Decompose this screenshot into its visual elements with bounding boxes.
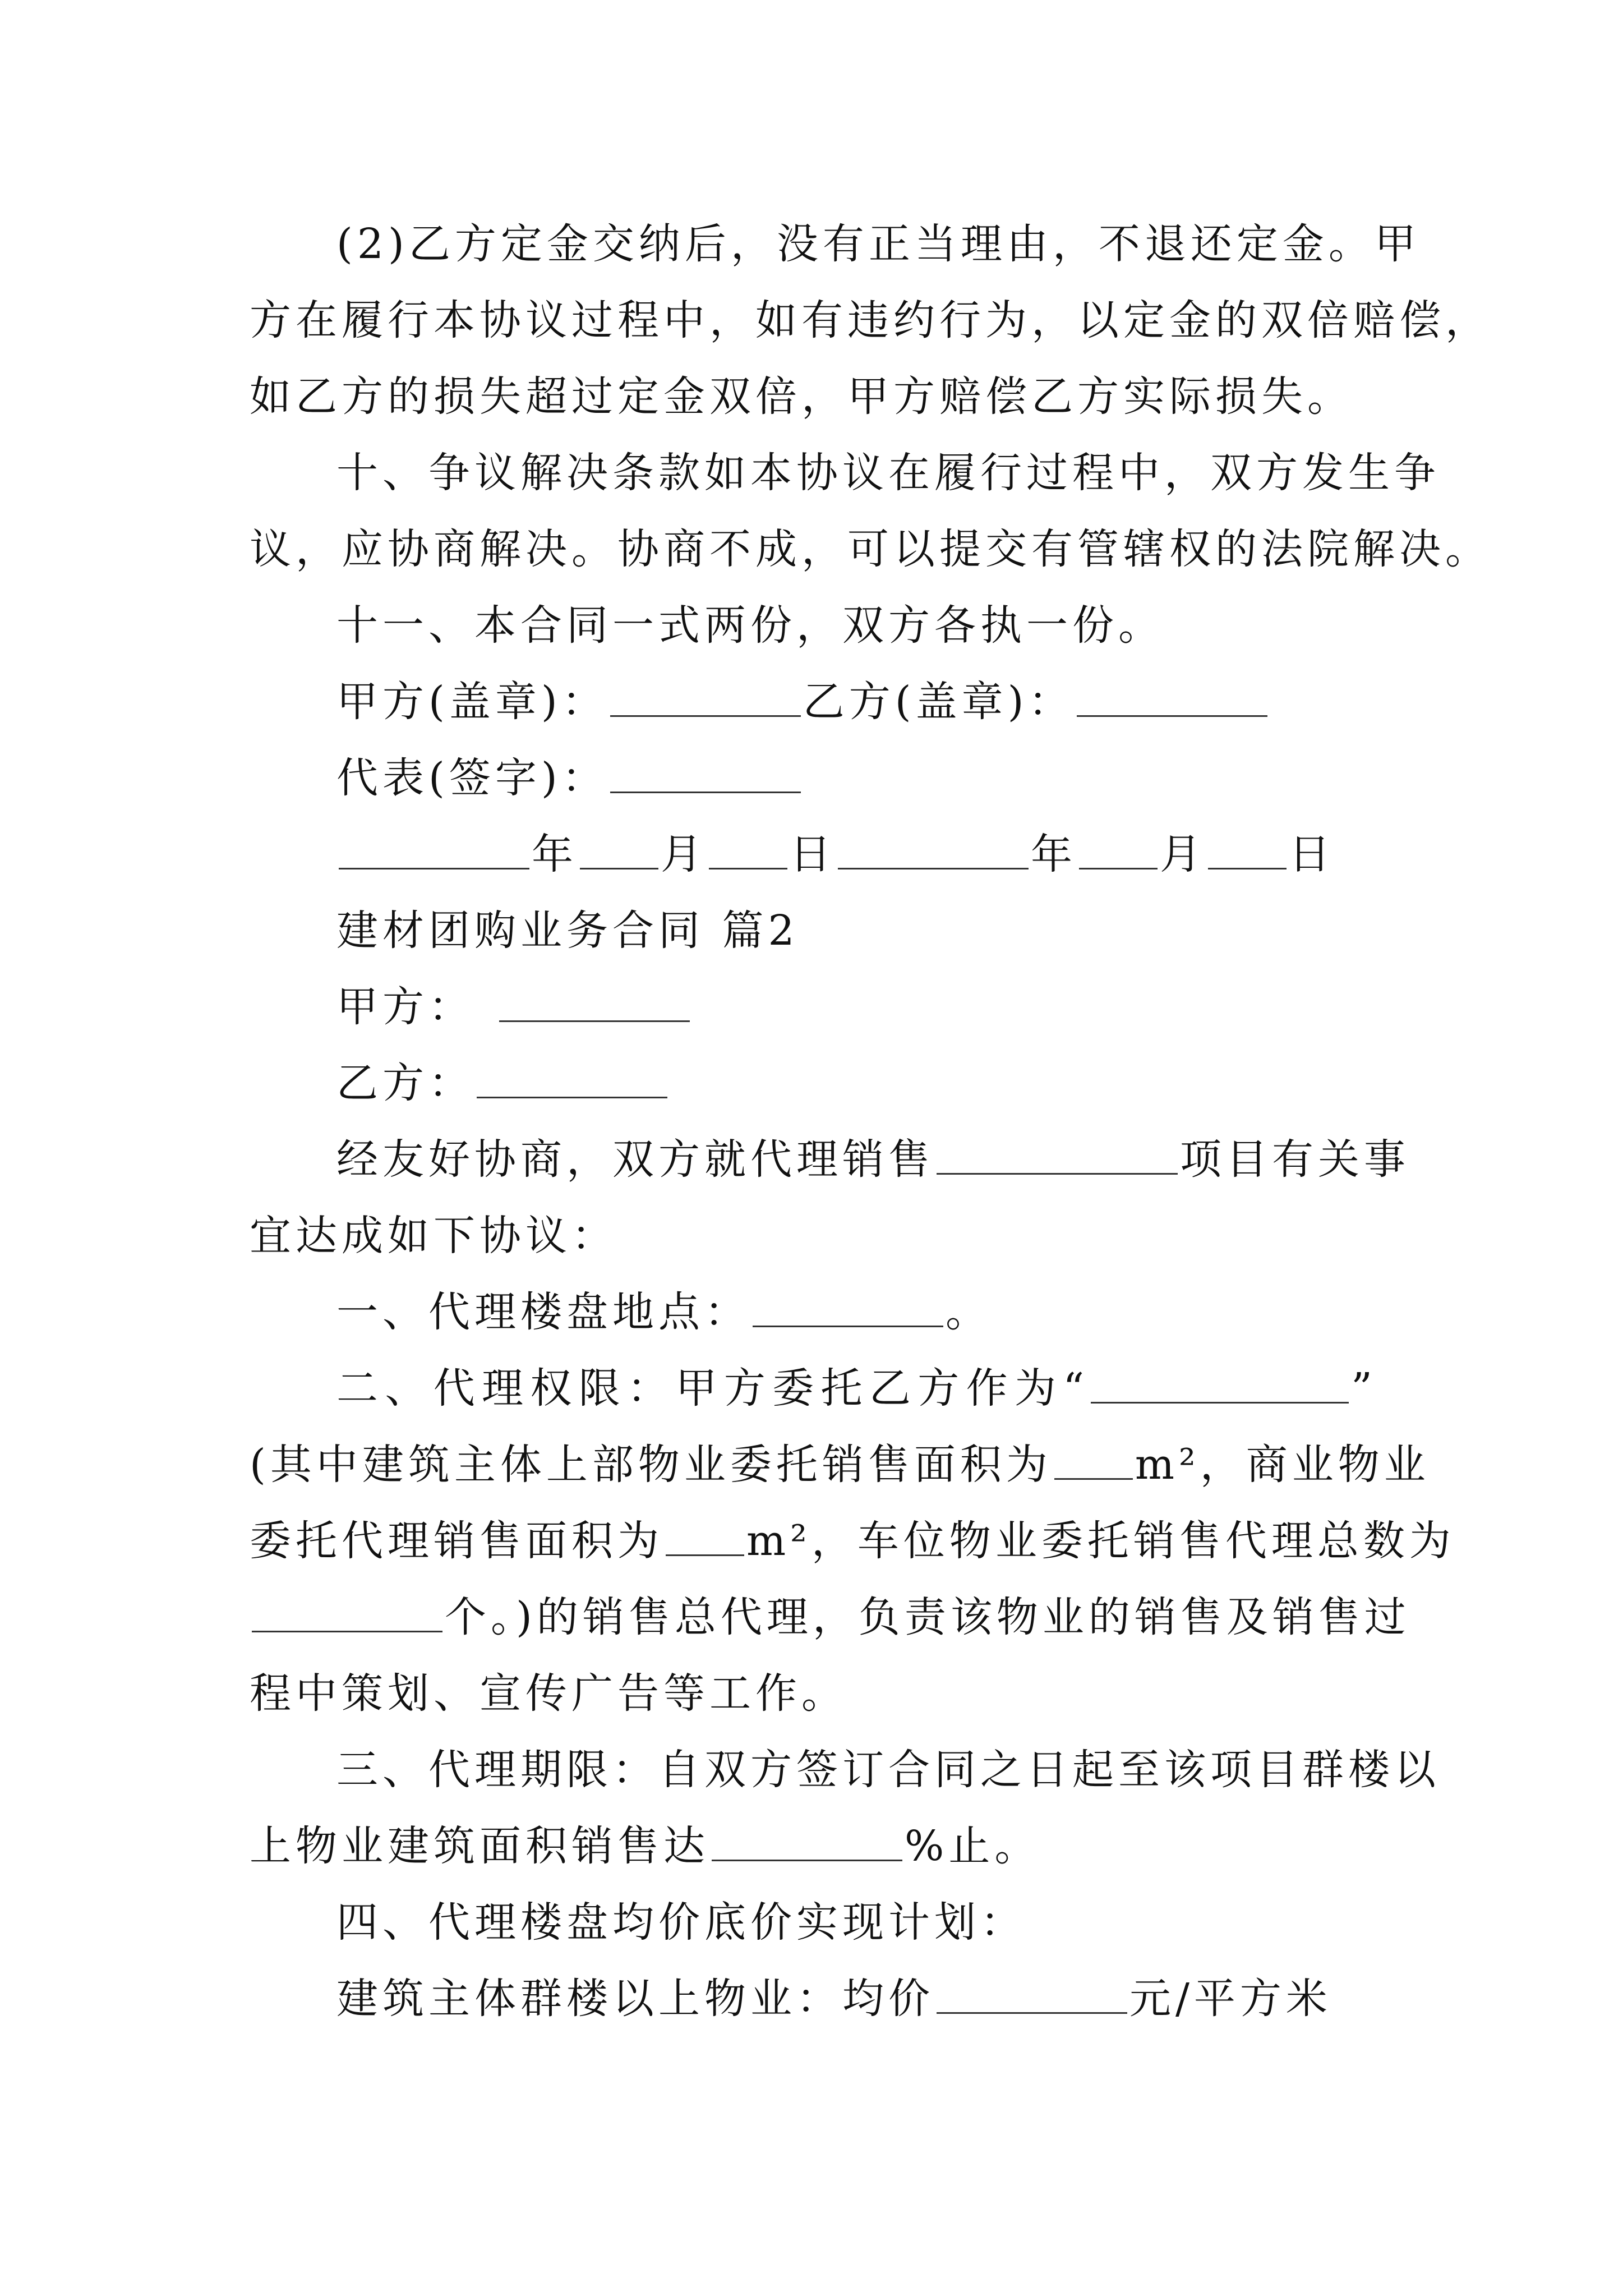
- clause-term-line-1: 三、代理期限：自双方签订合同之日起至该项目群楼以: [336, 1746, 1440, 1794]
- party-b-seal-label: 乙方(盖章)：: [803, 678, 1075, 726]
- party-a-blank: [499, 987, 690, 1022]
- clause-authority-line-1: 二、代理权限：甲方委托乙方作为“ ”: [336, 1364, 1377, 1412]
- location-blank: [753, 1292, 943, 1327]
- paragraph-dispute-line-2: 议，应协商解决。协商不成，可以提交有管辖权的法院解决。: [250, 525, 1491, 573]
- date-line: 年 月 日 年 月 日: [336, 826, 1377, 882]
- upper-area-blank: [1054, 1444, 1133, 1480]
- average-price-blank: [937, 1978, 1127, 2014]
- project-name-blank: [937, 1139, 1178, 1175]
- party-a-seal-blank: [610, 682, 801, 717]
- day-blank-b: [1208, 834, 1287, 869]
- clause-price-plan: 四、代理楼盘均价底价实现计划：: [336, 1898, 1026, 1947]
- parking-count-blank: [252, 1597, 442, 1632]
- paragraph-copies: 十一、本合同一式两份，双方各执一份。: [336, 601, 1164, 650]
- clause-authority-line-2: (其中建筑主体上部物业委托销售面积为 m²，商业物业: [250, 1441, 1430, 1489]
- party-b-seal-blank: [1077, 682, 1267, 717]
- paragraph-agreement-line-1: 经友好协商，双方就代理销售 项目有关事: [336, 1135, 1410, 1184]
- paragraph-dispute-line-1: 十、争议解决条款如本协议在履行过程中，双方发生争: [336, 449, 1440, 497]
- clause-authority-line-3: 委托代理销售面积为 m²，车位物业委托销售代理总数为: [250, 1517, 1455, 1565]
- signature-seal-line: [336, 674, 1377, 730]
- party-a-seal-label: 甲方(盖章)：: [336, 678, 608, 726]
- paragraph-deposit-line-2: 方在履行本协议过程中，如有违约行为，以定金的双倍赔偿，: [250, 296, 1491, 344]
- party-b-line: 乙方：: [336, 1055, 1377, 1111]
- agent-role-blank: [1091, 1368, 1349, 1404]
- representative-label: 代表(签字)：: [336, 754, 608, 802]
- paragraph-agreement-line-2: 宜达成如下协议：: [250, 1212, 617, 1260]
- sales-percent-blank: [712, 1826, 902, 1861]
- day-blank-a: [709, 834, 787, 869]
- year-blank-b: [838, 834, 1029, 869]
- party-b-blank: [477, 1063, 667, 1098]
- representative-line: [336, 750, 1377, 806]
- year-blank-a: [339, 834, 529, 869]
- paragraph-deposit-line-3: 如乙方的损失超过定金双倍，甲方赔偿乙方实际损失。: [250, 372, 1353, 421]
- paragraph-deposit-line-1: (2)乙方定金交纳后，没有正当理由，不退还定金。甲: [336, 220, 1421, 268]
- clause-term-line-2: 上物业建筑面积销售达 %止。: [250, 1822, 1041, 1870]
- representative-blank: [610, 758, 801, 793]
- price-line: 建筑主体群楼以上物业：均价 元/平方米: [336, 1975, 1332, 2023]
- party-a-line: 甲方：: [336, 979, 1377, 1035]
- month-blank-b: [1079, 834, 1158, 869]
- commercial-area-blank: [666, 1521, 744, 1556]
- month-blank-a: [580, 834, 658, 869]
- clause-authority-line-4: 个。)的销售总代理，负责该物业的销售及销售过: [250, 1589, 1377, 1645]
- contract-title-2: 建材团购业务合同 篇2: [336, 907, 799, 955]
- clause-authority-line-5: 程中策划、宣传广告等工作。: [250, 1669, 847, 1718]
- clause-location: 一、代理楼盘地点： 。: [336, 1288, 992, 1336]
